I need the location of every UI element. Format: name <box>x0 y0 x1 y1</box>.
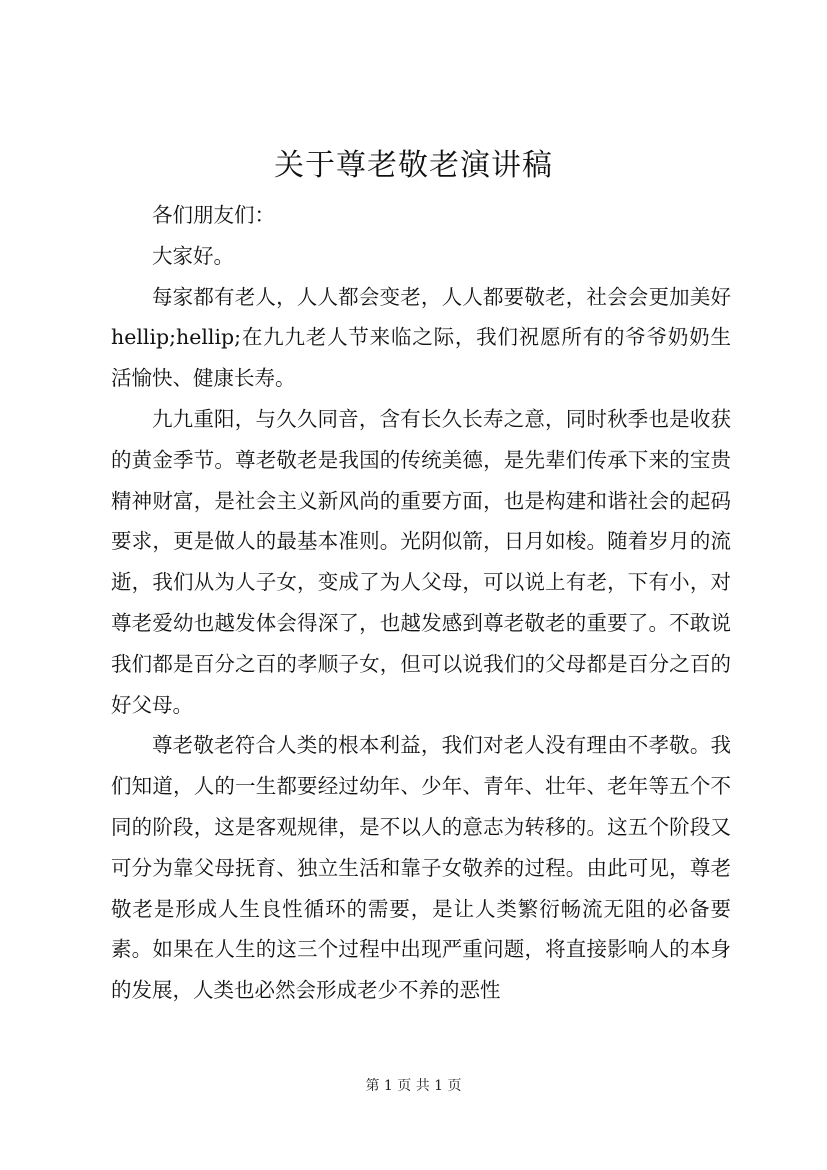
body-paragraph-1: 每家都有老人，人人都会变老，人人都要敬老，社会会更加美好 hellip;hellip;在九九老人节来临之际，我们祝愿所有的爷爷奶奶生活愉快、健康长寿。 <box>111 284 731 391</box>
body-paragraph-3: 尊老敬老符合人类的根本利益，我们对老人没有理由不孝敬。我们知道，人的一生都要经过幼年、少年、青年、壮年、老年等五个不同的阶段，这是客观规律，是不以人的意志为转移的。这五个阶段又可分为靠父母抚育、独立生活和靠子女敬养的过程。由此可见，尊老敬老是形成人生良性循环的需要，是让人类繁衍畅流无阻的必备要素。如果在人生的这三个过程中出现严重问题，将直接影响人的本身的发展，人类也必然会形成老少不养的恶性 <box>111 733 731 1003</box>
document-body <box>111 195 731 1011</box>
salutation-paragraph: 大家好。 <box>152 243 234 268</box>
page-footer: 第 1 页 共 1 页 <box>365 1078 462 1094</box>
greeting-paragraph: 各们朋友们： <box>152 203 275 227</box>
body-paragraph-2: 九九重阳，与久久同音，含有长久长寿之意，同时秋季也是收获的黄金季节。尊老敬老是我国的传统美德，是先辈们传承下来的宝贵精神财富，是社会主义新风尚的重要方面，也是构建和谐社会的起码要求，更是做人的最基本准则。光阴似箭，日月如梭。随着岁月的流逝，我们从为人子女，变成了为人父母，可以说上有老，下有小，对尊老爱幼也越发体会得深了，也越发感到尊老敬老的重要了。不敢说我们都是百分之百的孝顺子女，但可以说我们的父母都是百分之百的好父母。 <box>111 406 731 717</box>
document-title: 关于尊老敬老演讲稿 <box>274 148 553 183</box>
